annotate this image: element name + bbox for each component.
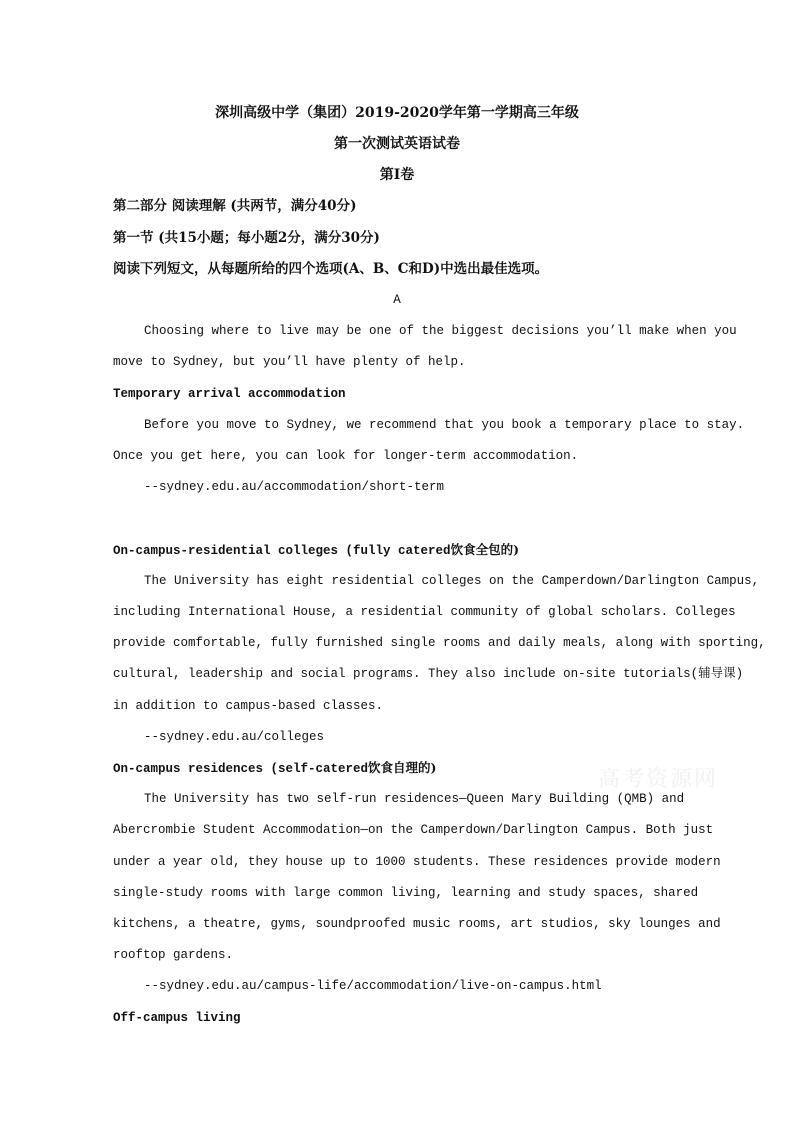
section-heading xyxy=(113,540,693,561)
heading-text: On-campus-residential colleges (fully catered xyxy=(113,544,451,558)
section-text-line: kitchens, a theatre, gyms, soundproofed music rooms, art studios, sky lounges and xyxy=(113,917,721,931)
volume-label: 第I卷 xyxy=(379,167,415,183)
section-heading xyxy=(113,1008,693,1028)
exam-title: 第一次测试英语试卷 xyxy=(334,136,460,152)
source-link: --sydney.edu.au/accommodation/short-term xyxy=(144,480,445,494)
section-text-line: Before you move to Sydney, we recommend that you book a temporary place to stay. xyxy=(144,418,745,432)
part-instruction: 第二部分 阅读理解 (共两节，满分40分) xyxy=(113,198,357,214)
section-text-line: The University has eight residential colleges on the Camperdown/Darlington Campus, xyxy=(144,574,760,588)
school-title: 深圳高级中学（集团）2019-2020学年第一学期高三年级 xyxy=(215,105,579,121)
section-text-line: under a year old, they house up to 1000 students. These residences provide modern xyxy=(113,855,721,869)
heading-text: Off-campus living xyxy=(113,1011,241,1025)
direction-instruction: 阅读下列短文，从每题所给的四个选项(A、B、C和D)中选出最佳选项。 xyxy=(113,261,549,277)
heading-cn-text: 饮食全包的) xyxy=(450,542,519,557)
heading-cn-text: 饮食自理的) xyxy=(368,760,437,775)
passage-label: A xyxy=(393,293,401,307)
heading-text: On-campus residences (self-catered xyxy=(113,762,369,776)
section-heading xyxy=(113,384,693,404)
section-text-line: rooftop gardens. xyxy=(113,948,234,962)
intro-line: move to Sydney, but you’ll have plenty of help. xyxy=(113,355,466,369)
section-text-line: including International House, a residential community of global scholars. Colleges xyxy=(113,605,736,619)
section-text-line: Abercrombie Student Accommodation—on the Camperdown/Darlington Campus. Both just xyxy=(113,823,714,837)
section-text-line: single-study rooms with large common living, learning and study spaces, shared xyxy=(113,886,699,900)
section-text-line: Once you get here, you can look for longer-term accommodation. xyxy=(113,449,579,463)
section-text-line: The University has two self-run residences—Queen Mary Building (QMB) and xyxy=(144,792,685,806)
source-link: --sydney.edu.au/colleges xyxy=(144,730,325,744)
section-text-line: provide comfortable, fully furnished single rooms and daily meals, along with sporting, xyxy=(113,636,766,650)
section-text-line: in addition to campus-based classes. xyxy=(113,699,384,713)
watermark: 高考资源网 xyxy=(598,767,719,792)
section-instruction: 第一节 (共15小题；每小题2分，满分30分) xyxy=(113,230,380,246)
intro-line: Choosing where to live may be one of the biggest decisions you’ll make when you xyxy=(144,324,737,338)
section-text-line: cultural, leadership and social programs. They also include on-site tutorials(辅导课) xyxy=(113,667,744,681)
source-link: --sydney.edu.au/campus-life/accommodation/live-on-campus.html xyxy=(144,979,602,993)
heading-text: Temporary arrival accommodation xyxy=(113,387,346,401)
